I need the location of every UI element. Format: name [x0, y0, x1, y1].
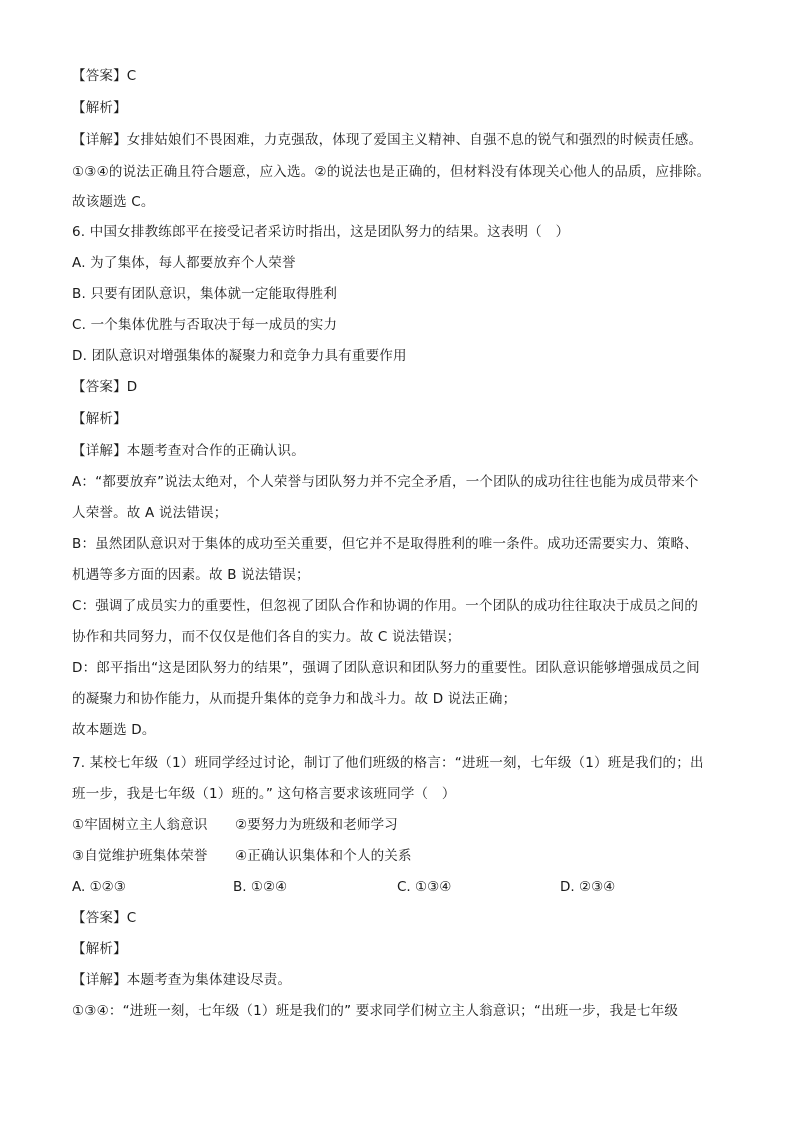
q6-option-c: C. 一个集体优胜与否取决于每一成员的实力 — [72, 317, 338, 333]
q5-analysis-heading: 【解析】 — [72, 100, 127, 116]
q6-detail-a-line-1: A：“都要放弃”说法太绝对，个人荣誉与团队努力并不完全矛盾，一个团队的成功往往也能为成员带来个 — [72, 474, 699, 490]
q7-option-c: C. ①③④ — [397, 879, 452, 895]
q6-question: 6. 中国女排教练郎平在接受记者采访时指出，这是团队努力的结果。这表明（ ） — [72, 224, 570, 240]
q6-option-b: B. 只要有团队意识，集体就一定能取得胜利 — [72, 286, 338, 302]
q7-analysis-heading: 【解析】 — [72, 941, 127, 957]
q5-detail-line-2: ①③④的说法正确且符合题意，应入选。②的说法也是正确的，但材料没有体现关心他人的品质，应排除。 — [72, 164, 711, 180]
q6-detail-d-line-2: 的凝聚力和协作能力，从而提升集体的竞争力和战斗力。故 D 说法正确； — [72, 691, 517, 707]
q7-items-line-1: ①牢固树立主人翁意识 ②要努力为班级和老师学习 — [72, 817, 399, 833]
q7-items-line-2: ③自觉维护班集体荣誉 ④正确认识集体和个人的关系 — [72, 848, 412, 864]
q7-option-b: B. ①②④ — [233, 879, 288, 895]
q6-detail-a-line-2: 人荣誉。故 A 说法错误； — [72, 505, 228, 521]
q6-option-d: D. 团队意识对增强集体的凝聚力和竞争力具有重要作用 — [72, 348, 407, 364]
q7-answer: 【答案】C — [72, 910, 137, 926]
q6-detail-c-line-2: 协作和共同努力，而不仅仅是他们各自的实力。故 C 说法错误； — [72, 629, 461, 645]
q6-detail-c-line-1: C：强调了成员实力的重要性，但忽视了团队合作和协调的作用。一个团队的成功往往取决于成员之间的 — [72, 598, 699, 614]
q7-detail-line-1: ①③④：“进班一刻，七年级（1）班是我们的” 要求同学们树立主人翁意识；“出班一步，我是七年级 — [72, 1003, 679, 1019]
q5-answer: 【答案】C — [72, 68, 137, 84]
q6-detail-intro: 【详解】本题考查对合作的正确认识。 — [72, 443, 305, 459]
q6-analysis-heading: 【解析】 — [72, 411, 127, 427]
q6-detail-b-line-1: B：虽然团队意识对于集体的成功至关重要，但它并不是取得胜利的唯一条件。成功还需要实力、策略、 — [72, 536, 698, 552]
q7-option-d: D. ②③④ — [560, 879, 616, 895]
q5-detail-line-3: 故该题选 C。 — [72, 194, 155, 210]
q6-answer: 【答案】D — [72, 379, 138, 395]
q6-detail-d-line-1: D：郎平指出“这是团队努力的结果”，强调了团队意识和团队努力的重要性。团队意识能够增强成员之间 — [72, 660, 700, 676]
q7-option-a: A. ①②③ — [72, 879, 126, 895]
q7-question-line-1: 7. 某校七年级（1）班同学经过讨论，制订了他们班级的格言：“进班一刻，七年级（1）班是我们的；出 — [72, 755, 704, 771]
q5-detail-line-1: 【详解】女排姑娘们不畏困难，力克强敌，体现了爱国主义精神、自强不息的锐气和强烈的时候责任感。 — [72, 132, 703, 148]
q6-option-a: A. 为了集体，每人都要放弃个人荣誉 — [72, 255, 296, 271]
q6-detail-b-line-2: 机遇等多方面的因素。故 B 说法错误； — [72, 567, 310, 583]
q7-detail-intro: 【详解】本题考查为集体建设尽责。 — [72, 972, 292, 988]
q7-question-line-2: 班一步，我是七年级（1）班的。” 这句格言要求该班同学（ ） — [72, 786, 456, 802]
q6-conclusion: 故本题选 D。 — [72, 722, 156, 738]
